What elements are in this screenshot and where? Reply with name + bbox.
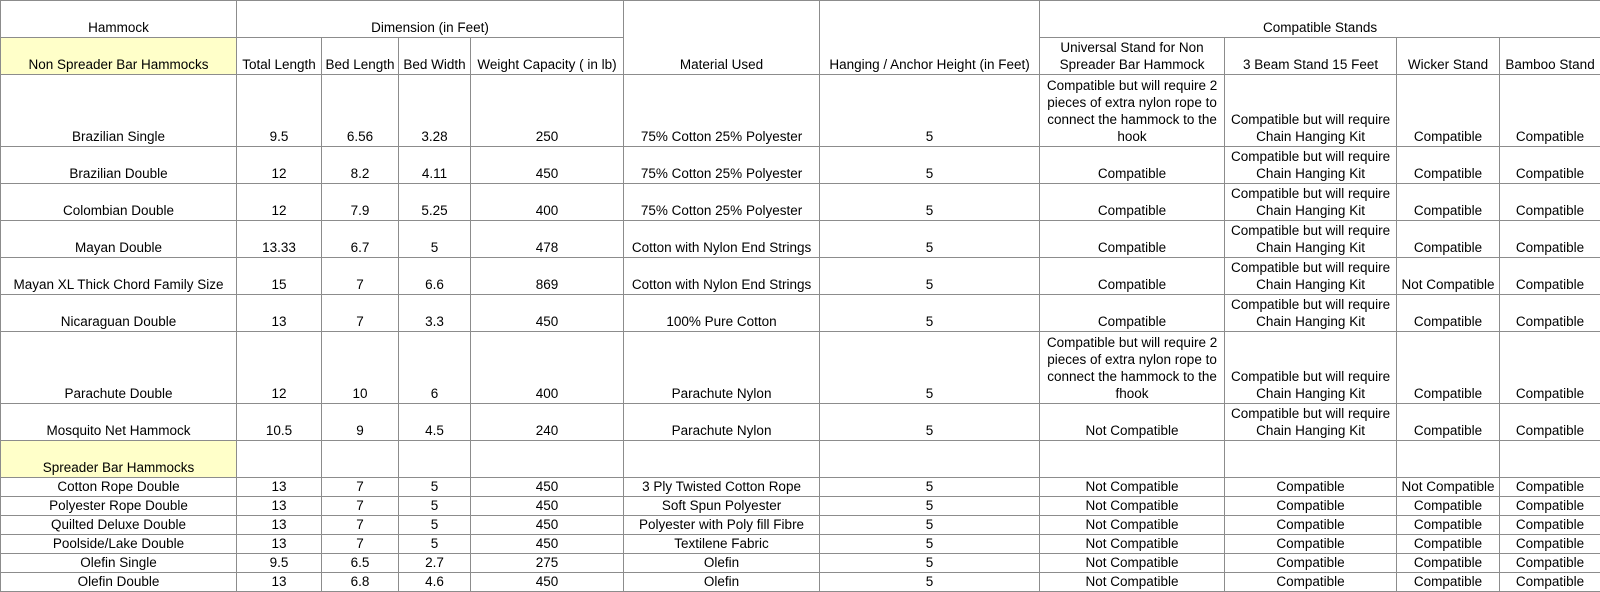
cell-beam[interactable]: Compatible	[1225, 478, 1397, 497]
cell-beam[interactable]: Compatible	[1225, 573, 1397, 592]
header-hammock[interactable]: Hammock	[1, 1, 237, 38]
cell-bamboo[interactable]: Compatible	[1500, 535, 1600, 554]
cell-wicker[interactable]: Compatible	[1397, 573, 1500, 592]
table-row	[1, 404, 1600, 441]
cell-bamboo[interactable]: Compatible	[1500, 258, 1600, 295]
table-row	[1, 147, 1600, 184]
cell-capacity[interactable]: 478	[471, 221, 624, 258]
cell-total-length[interactable]: 13	[237, 295, 322, 332]
cell-bamboo[interactable]: Compatible	[1500, 497, 1600, 516]
cell-name[interactable]: Olefin Double	[1, 573, 237, 592]
cell-beam[interactable]: Compatible but will require Chain Hanging Kit	[1225, 147, 1397, 184]
cell-height[interactable]: 5	[820, 332, 1040, 404]
cell-material[interactable]: 3 Ply Twisted Cotton Rope	[624, 478, 820, 497]
cell-total-length[interactable]: 13	[237, 535, 322, 554]
cell-bed-width[interactable]: 3.3	[399, 295, 471, 332]
cell-wicker[interactable]: Compatible	[1397, 554, 1500, 573]
cell-universal[interactable]: Not Compatible	[1040, 497, 1225, 516]
cell-name[interactable]: Parachute Double	[1, 332, 237, 404]
cell-bed-width[interactable]: 5	[399, 535, 471, 554]
cell-capacity[interactable]: 450	[471, 295, 624, 332]
cell-wicker[interactable]: Compatible	[1397, 535, 1500, 554]
cell-name[interactable]: Nicaraguan Double	[1, 295, 237, 332]
cell-material[interactable]: Olefin	[624, 573, 820, 592]
table-row	[1, 554, 1600, 573]
cell-universal[interactable]: Compatible	[1040, 295, 1225, 332]
cell-universal[interactable]: Not Compatible	[1040, 478, 1225, 497]
table-row	[1, 184, 1600, 221]
cell-capacity[interactable]: 240	[471, 404, 624, 441]
cell-universal[interactable]: Compatible	[1040, 184, 1225, 221]
cell-bed-length[interactable]: 7	[322, 258, 399, 295]
empty-cell[interactable]	[820, 441, 1040, 478]
cell-bamboo[interactable]: Compatible	[1500, 295, 1600, 332]
cell-universal[interactable]: Compatible	[1040, 258, 1225, 295]
cell-bed-length[interactable]: 7	[322, 535, 399, 554]
cell-capacity[interactable]: 400	[471, 332, 624, 404]
header-weight-capacity[interactable]: Weight Capacity ( in lb)	[471, 38, 624, 75]
cell-bed-length[interactable]: 6.5	[322, 554, 399, 573]
header-beam-stand[interactable]: 3 Beam Stand 15 Feet	[1225, 38, 1397, 75]
cell-bed-width[interactable]: 3.28	[399, 75, 471, 147]
cell-height[interactable]: 5	[820, 75, 1040, 147]
cell-universal[interactable]: Compatible	[1040, 147, 1225, 184]
cell-wicker[interactable]: Compatible	[1397, 75, 1500, 147]
cell-bed-length[interactable]: 6.7	[322, 221, 399, 258]
cell-universal[interactable]: Not Compatible	[1040, 404, 1225, 441]
cell-height[interactable]: 5	[820, 404, 1040, 441]
empty-cell[interactable]	[1500, 441, 1600, 478]
cell-name[interactable]: Olefin Single	[1, 554, 237, 573]
cell-material[interactable]: Cotton with Nylon End Strings	[624, 258, 820, 295]
cell-bed-width[interactable]: 5	[399, 497, 471, 516]
cell-bed-length[interactable]: 7	[322, 295, 399, 332]
cell-bed-length[interactable]: 10	[322, 332, 399, 404]
cell-bamboo[interactable]: Compatible	[1500, 404, 1600, 441]
cell-total-length[interactable]: 13	[237, 497, 322, 516]
cell-material[interactable]: 75% Cotton 25% Polyester	[624, 147, 820, 184]
table-row	[1, 535, 1600, 554]
cell-material[interactable]: 75% Cotton 25% Polyester	[624, 184, 820, 221]
empty-cell[interactable]	[322, 441, 399, 478]
cell-material[interactable]: 75% Cotton 25% Polyester	[624, 75, 820, 147]
cell-height[interactable]: 5	[820, 184, 1040, 221]
cell-wicker[interactable]: Compatible	[1397, 404, 1500, 441]
cell-beam[interactable]: Compatible but will require Chain Hanging Kit	[1225, 332, 1397, 404]
cell-material[interactable]: Cotton with Nylon End Strings	[624, 221, 820, 258]
cell-beam[interactable]: Compatible but will require Chain Hanging Kit	[1225, 221, 1397, 258]
header-bamboo-stand[interactable]: Bamboo Stand	[1500, 38, 1600, 75]
header-bed-width[interactable]: Bed Width	[399, 38, 471, 75]
cell-capacity[interactable]: 450	[471, 147, 624, 184]
cell-beam[interactable]: Compatible but will require Chain Hanging Kit	[1225, 404, 1397, 441]
cell-name[interactable]: Poolside/Lake Double	[1, 535, 237, 554]
cell-wicker[interactable]: Not Compatible	[1397, 258, 1500, 295]
cell-height[interactable]: 5	[820, 554, 1040, 573]
cell-bed-width[interactable]: 4.5	[399, 404, 471, 441]
cell-bamboo[interactable]: Compatible	[1500, 332, 1600, 404]
cell-height[interactable]: 5	[820, 295, 1040, 332]
header-material[interactable]: Material Used	[624, 1, 820, 75]
cell-bamboo[interactable]: Compatible	[1500, 478, 1600, 497]
cell-capacity[interactable]: 869	[471, 258, 624, 295]
cell-bamboo[interactable]: Compatible	[1500, 184, 1600, 221]
header-wicker-stand[interactable]: Wicker Stand	[1397, 38, 1500, 75]
cell-wicker[interactable]: Compatible	[1397, 221, 1500, 258]
cell-beam[interactable]: Compatible but will require Chain Hanging Kit	[1225, 295, 1397, 332]
cell-capacity[interactable]: 450	[471, 535, 624, 554]
cell-universal[interactable]: Compatible but will require 2 pieces of extra nylon rope to connect the hammock to the hook	[1040, 75, 1225, 147]
table-row	[1, 478, 1600, 497]
cell-name[interactable]: Brazilian Double	[1, 147, 237, 184]
cell-total-length[interactable]: 13	[237, 573, 322, 592]
cell-capacity[interactable]: 400	[471, 184, 624, 221]
table-row	[1, 295, 1600, 332]
header-bed-length[interactable]: Bed Length	[322, 38, 399, 75]
cell-total-length[interactable]: 9.5	[237, 75, 322, 147]
table-row	[1, 497, 1600, 516]
cell-bamboo[interactable]: Compatible	[1500, 75, 1600, 147]
empty-cell[interactable]	[471, 441, 624, 478]
cell-material[interactable]: Soft Spun Polyester	[624, 497, 820, 516]
cell-total-length[interactable]: 13	[237, 516, 322, 535]
cell-beam[interactable]: Compatible	[1225, 516, 1397, 535]
cell-bed-width[interactable]: 5	[399, 516, 471, 535]
cell-capacity[interactable]: 450	[471, 478, 624, 497]
cell-bamboo[interactable]: Compatible	[1500, 221, 1600, 258]
cell-universal[interactable]: Not Compatible	[1040, 554, 1225, 573]
cell-bed-length[interactable]: 8.2	[322, 147, 399, 184]
cell-capacity[interactable]: 250	[471, 75, 624, 147]
header-hanging-height[interactable]: Hanging / Anchor Height (in Feet)	[820, 1, 1040, 75]
header-universal-stand[interactable]: Universal Stand for Non Spreader Bar Hammock	[1040, 38, 1225, 75]
cell-bed-width[interactable]: 4.6	[399, 573, 471, 592]
section-row	[1, 441, 1600, 478]
cell-name[interactable]: Mosquito Net Hammock	[1, 404, 237, 441]
cell-wicker[interactable]: Compatible	[1397, 332, 1500, 404]
cell-height[interactable]: 5	[820, 221, 1040, 258]
cell-beam[interactable]: Compatible	[1225, 497, 1397, 516]
cell-material[interactable]: Parachute Nylon	[624, 332, 820, 404]
cell-total-length[interactable]: 13	[237, 478, 322, 497]
cell-name[interactable]: Cotton Rope Double	[1, 478, 237, 497]
cell-capacity[interactable]: 275	[471, 554, 624, 573]
cell-bed-width[interactable]: 6	[399, 332, 471, 404]
cell-bed-width[interactable]: 2.7	[399, 554, 471, 573]
table-row	[1, 258, 1600, 295]
cell-bed-width[interactable]: 4.11	[399, 147, 471, 184]
cell-beam[interactable]: Compatible but will require Chain Hanging Kit	[1225, 184, 1397, 221]
cell-height[interactable]: 5	[820, 516, 1040, 535]
cell-name[interactable]: Mayan Double	[1, 221, 237, 258]
cell-beam[interactable]: Compatible but will require Chain Hanging Kit	[1225, 258, 1397, 295]
cell-wicker[interactable]: Not Compatible	[1397, 478, 1500, 497]
cell-name[interactable]: Brazilian Single	[1, 75, 237, 147]
cell-wicker[interactable]: Compatible	[1397, 147, 1500, 184]
cell-bed-length[interactable]: 6.8	[322, 573, 399, 592]
empty-cell[interactable]	[1225, 441, 1397, 478]
cell-bed-length[interactable]: 7	[322, 478, 399, 497]
cell-bamboo[interactable]: Compatible	[1500, 554, 1600, 573]
table-row	[1, 516, 1600, 535]
cell-bed-width[interactable]: 5.25	[399, 184, 471, 221]
cell-total-length[interactable]: 12	[237, 184, 322, 221]
cell-wicker[interactable]: Compatible	[1397, 184, 1500, 221]
cell-capacity[interactable]: 450	[471, 497, 624, 516]
cell-beam[interactable]: Compatible but will require Chain Hanging Kit	[1225, 75, 1397, 147]
cell-wicker[interactable]: Compatible	[1397, 516, 1500, 535]
cell-height[interactable]: 5	[820, 497, 1040, 516]
cell-height[interactable]: 5	[820, 478, 1040, 497]
cell-beam[interactable]: Compatible	[1225, 535, 1397, 554]
table-row	[1, 573, 1600, 592]
cell-material[interactable]: Textilene Fabric	[624, 535, 820, 554]
cell-total-length[interactable]: 9.5	[237, 554, 322, 573]
cell-total-length[interactable]: 12	[237, 332, 322, 404]
cell-bed-length[interactable]: 6.56	[322, 75, 399, 147]
cell-bed-width[interactable]: 5	[399, 221, 471, 258]
cell-bamboo[interactable]: Compatible	[1500, 516, 1600, 535]
cell-capacity[interactable]: 450	[471, 516, 624, 535]
cell-bed-width[interactable]: 6.6	[399, 258, 471, 295]
cell-bed-width[interactable]: 5	[399, 478, 471, 497]
empty-cell[interactable]	[237, 441, 322, 478]
cell-capacity[interactable]: 450	[471, 573, 624, 592]
cell-wicker[interactable]: Compatible	[1397, 497, 1500, 516]
cell-name[interactable]: Quilted Deluxe Double	[1, 516, 237, 535]
cell-universal[interactable]: Compatible but will require 2 pieces of extra nylon rope to connect the hammock to the fhook	[1040, 332, 1225, 404]
cell-material[interactable]: Polyester with Poly fill Fibre	[624, 516, 820, 535]
cell-name[interactable]: Polyester Rope Double	[1, 497, 237, 516]
cell-total-length[interactable]: 15	[237, 258, 322, 295]
header-compatible-stands[interactable]: Compatible Stands	[1040, 1, 1600, 38]
cell-bed-length[interactable]: 7	[322, 497, 399, 516]
section-spreader-bar[interactable]: Spreader Bar Hammocks	[1, 441, 237, 478]
section-non-spreader-bar[interactable]: Non Spreader Bar Hammocks	[1, 38, 237, 75]
cell-bed-length[interactable]: 7.9	[322, 184, 399, 221]
empty-cell[interactable]	[1397, 441, 1500, 478]
cell-wicker[interactable]: Compatible	[1397, 295, 1500, 332]
empty-cell[interactable]	[624, 441, 820, 478]
header-total-length[interactable]: Total Length	[237, 38, 322, 75]
header-dimension[interactable]: Dimension (in Feet)	[237, 1, 624, 38]
table-row	[1, 75, 1600, 147]
cell-name[interactable]: Colombian Double	[1, 184, 237, 221]
cell-height[interactable]: 5	[820, 535, 1040, 554]
cell-bamboo[interactable]: Compatible	[1500, 573, 1600, 592]
cell-beam[interactable]: Compatible	[1225, 554, 1397, 573]
cell-universal[interactable]: Compatible	[1040, 221, 1225, 258]
table-row	[1, 332, 1600, 404]
cell-height[interactable]: 5	[820, 147, 1040, 184]
cell-total-length[interactable]: 12	[237, 147, 322, 184]
cell-bamboo[interactable]: Compatible	[1500, 147, 1600, 184]
cell-height[interactable]: 5	[820, 258, 1040, 295]
cell-total-length[interactable]: 10.5	[237, 404, 322, 441]
cell-total-length[interactable]: 13.33	[237, 221, 322, 258]
table-row	[1, 221, 1600, 258]
cell-material[interactable]: Olefin	[624, 554, 820, 573]
cell-universal[interactable]: Not Compatible	[1040, 573, 1225, 592]
cell-height[interactable]: 5	[820, 573, 1040, 592]
empty-cell[interactable]	[1040, 441, 1225, 478]
empty-cell[interactable]	[399, 441, 471, 478]
cell-name[interactable]: Mayan XL Thick Chord Family Size	[1, 258, 237, 295]
cell-universal[interactable]: Not Compatible	[1040, 535, 1225, 554]
cell-bed-length[interactable]: 9	[322, 404, 399, 441]
cell-material[interactable]: 100% Pure Cotton	[624, 295, 820, 332]
cell-bed-length[interactable]: 7	[322, 516, 399, 535]
cell-universal[interactable]: Not Compatible	[1040, 516, 1225, 535]
cell-material[interactable]: Parachute Nylon	[624, 404, 820, 441]
